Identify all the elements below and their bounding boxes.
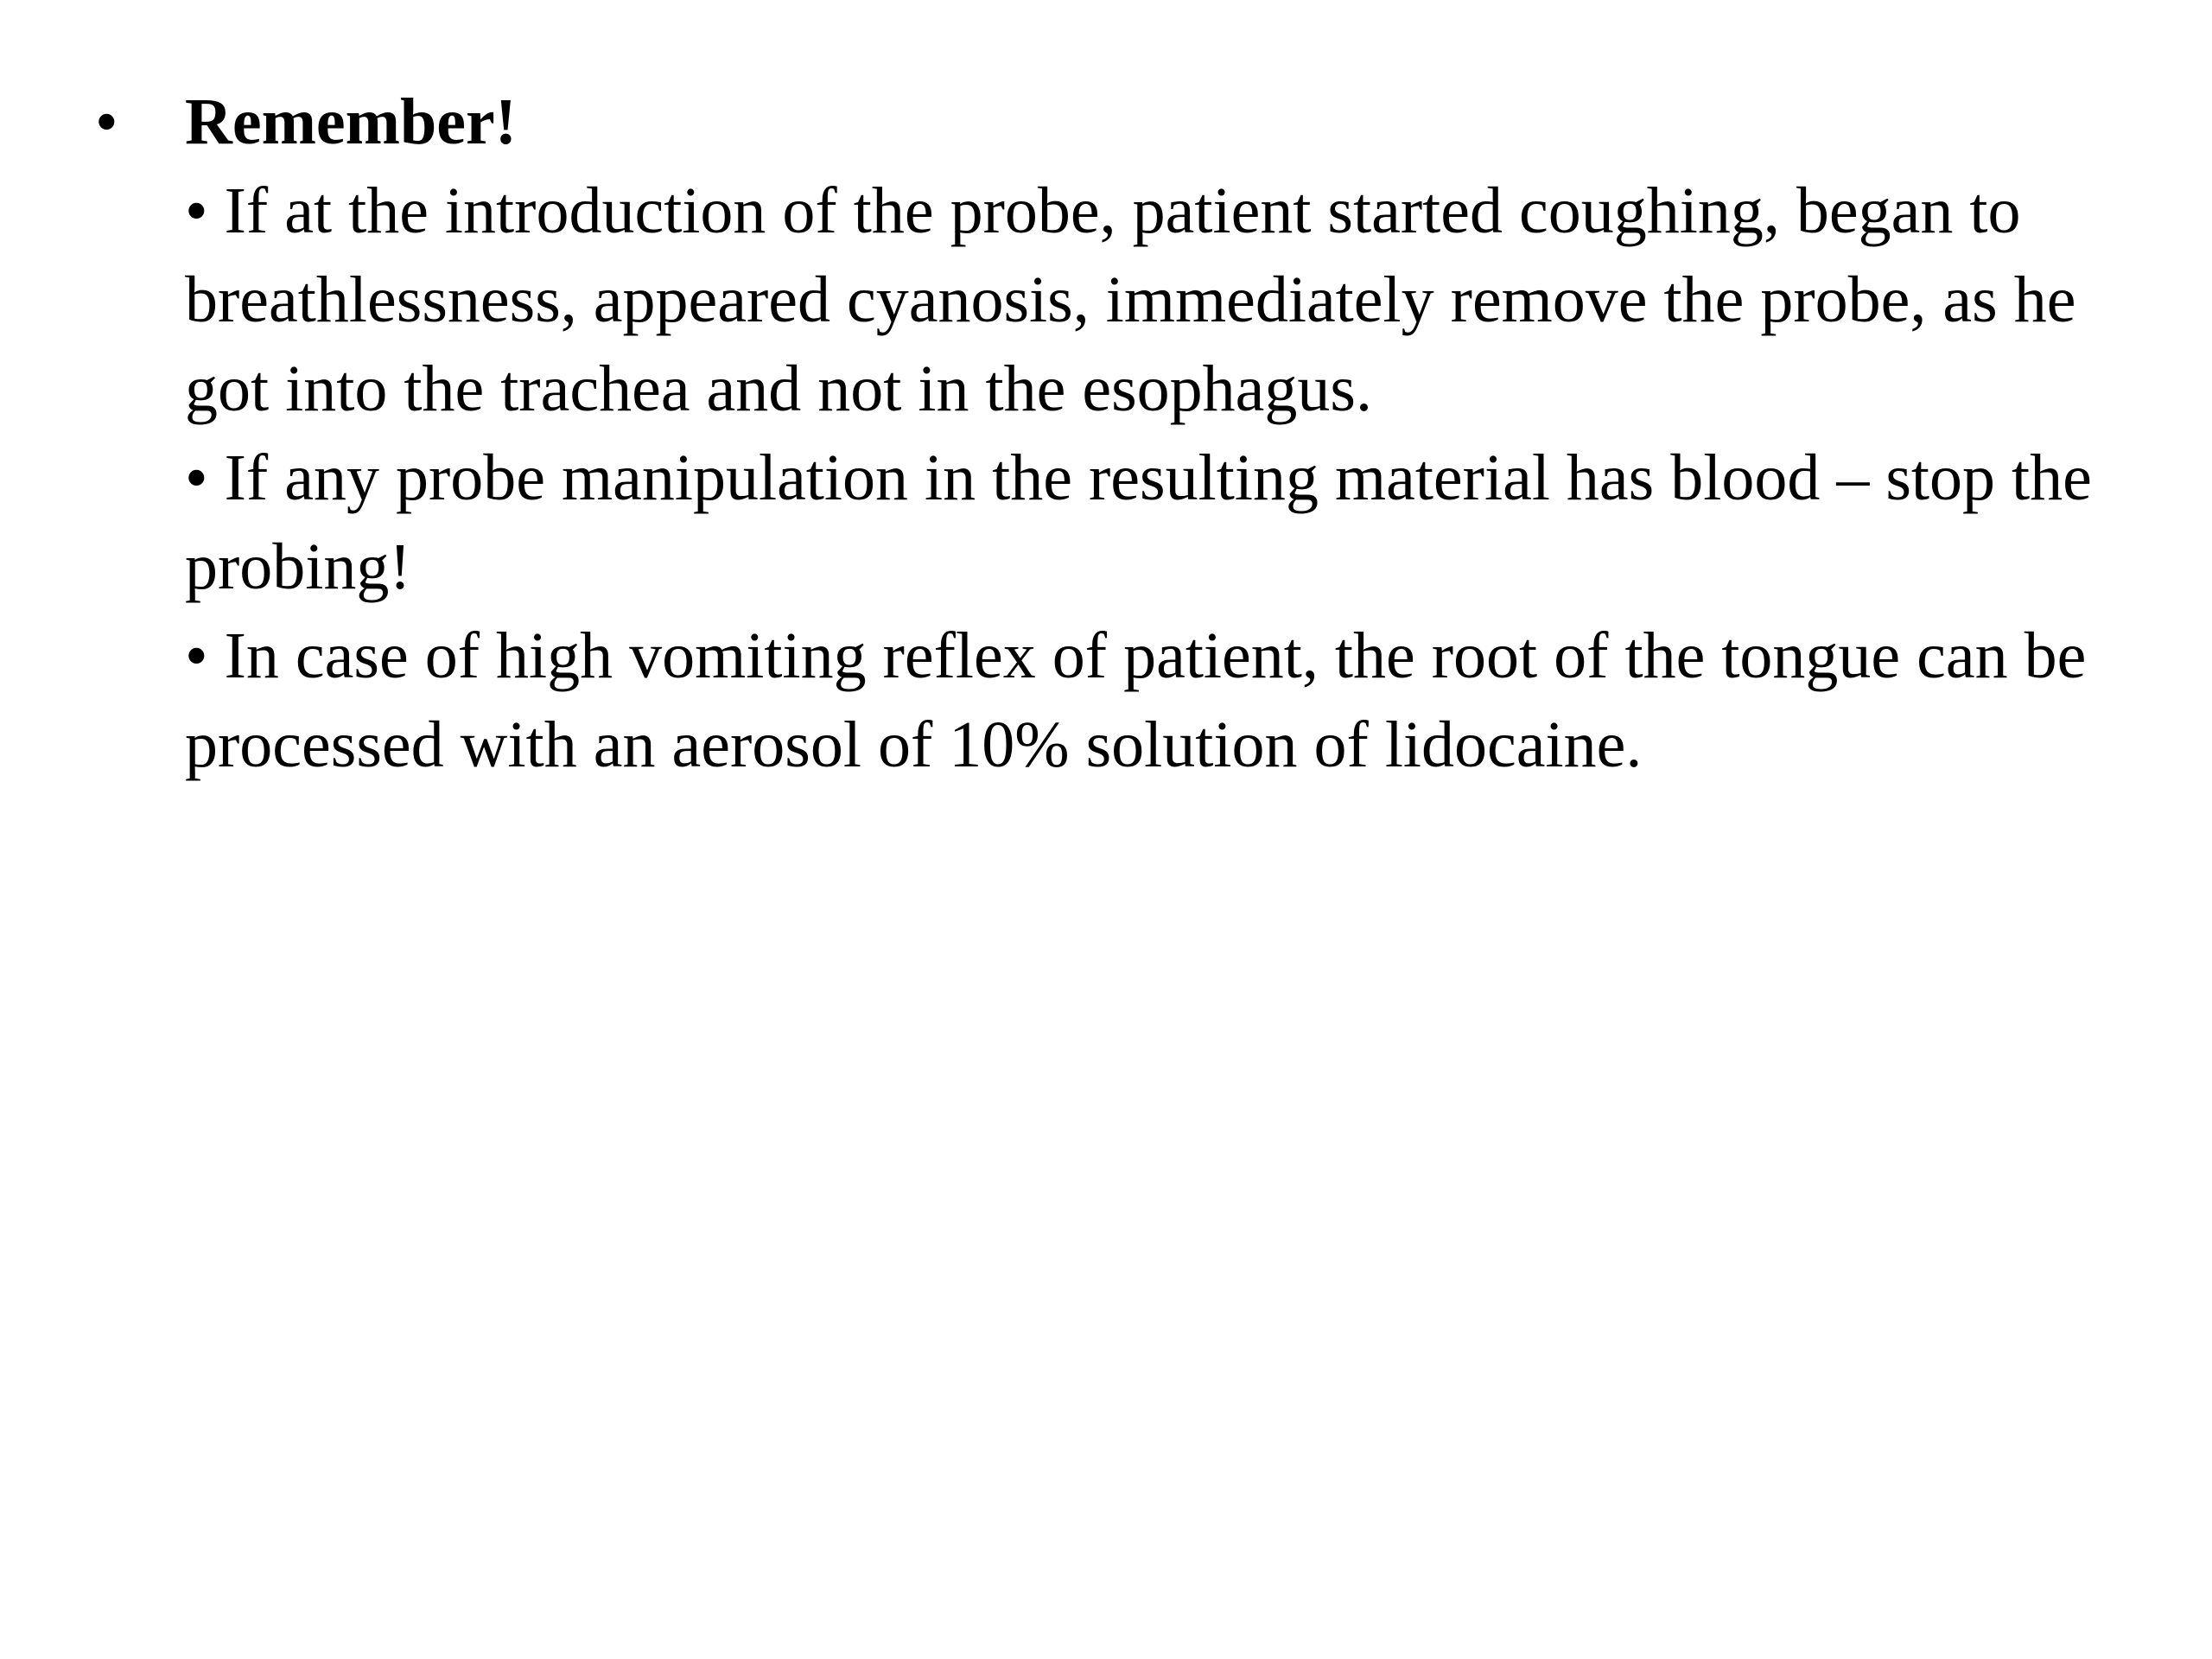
- bullet-block: [95, 78, 2152, 790]
- slide-heading: Remember!: [185, 86, 518, 158]
- bullet-content: [185, 78, 2152, 790]
- list-item: • If at the introduction of the probe, patient started coughing, began to breathlessness, appeared cyanosis, immediately remove the probe, as he got into the trachea and not in the esophagus.: [185, 175, 2076, 425]
- bullet-icon: •: [95, 86, 118, 158]
- list-item: • In case of high vomiting reflex of patient, the root of the tongue can be processed with an aerosol of 10% solution of lidocaine.: [185, 620, 2087, 781]
- list-item: • If any probe manipulation in the resulting material has blood – stop the probing!: [185, 442, 2092, 603]
